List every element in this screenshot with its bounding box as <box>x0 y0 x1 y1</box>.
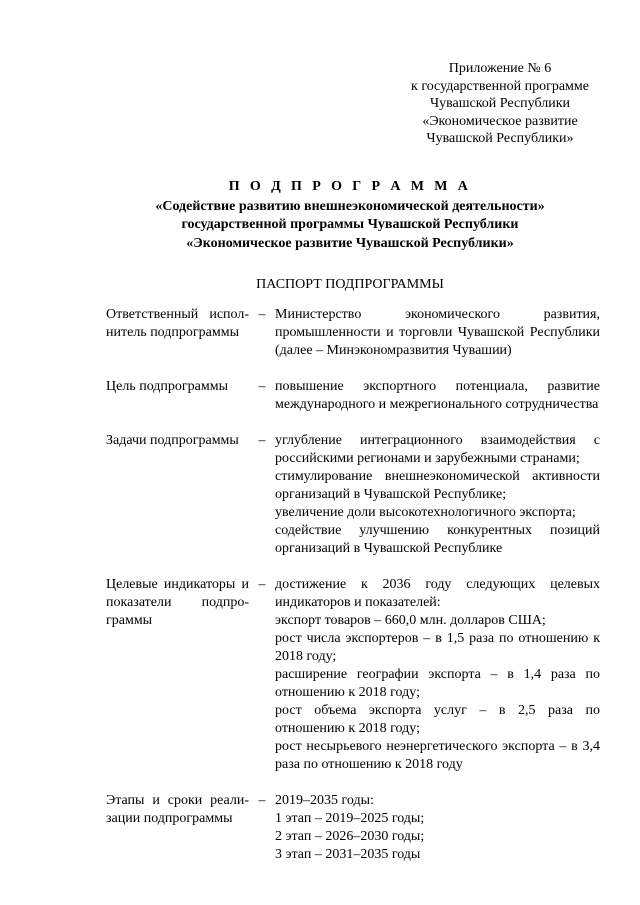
passport-row-content <box>275 432 600 558</box>
passport-row-dash: – <box>258 577 266 592</box>
passport-row-label <box>106 306 249 360</box>
passport-row-paragraph: рост несырьевого неэнергетического экспорта – в 3,4 раза по отношению к 2018 году <box>275 739 600 772</box>
passport-row-paragraph: достижение к 2036 году следующих целевых индикаторов и показателей: <box>275 577 600 610</box>
passport-row-paragraph: увеличение доли высокотехнологичного экспорта; <box>275 505 576 520</box>
passport-row-paragraph: расширение географии экспорта – в 1,4 раза по отношению к 2018 году; <box>275 667 600 700</box>
passport-row-content <box>275 576 600 774</box>
passport-row-dash: – <box>258 307 266 322</box>
appendix-line: к государственной программе <box>411 78 589 94</box>
passport-row-label-line: нитель подпрограммы <box>106 325 239 340</box>
passport-row-paragraph: содействие улучшению конкурентных позиций организаций в Чувашской Республике <box>275 523 600 556</box>
passport-row <box>106 306 600 360</box>
passport-row-label-line: Этапы и сроки реали- <box>106 793 249 808</box>
passport-row-label-line: зации подпрограммы <box>106 811 233 826</box>
passport-row-paragraph: 1 этап – 2019–2025 годы; <box>275 811 425 826</box>
passport-row <box>106 792 600 864</box>
subprogram-heading <box>100 178 600 253</box>
passport-row-paragraph: рост числа экспортеров – в 1,5 раза по отношению к 2018 году; <box>275 631 600 664</box>
passport-row-paragraph: Министерство экономического развития, промышленности и торговли Чувашской Республики (далее – Минэкономразвития Чувашии) <box>275 307 600 358</box>
passport-row-label-line: Ответственный испол- <box>106 307 249 322</box>
passport-row-dash: – <box>258 793 266 808</box>
subprogram-name-line: «Экономическое развитие Чувашской Республики» <box>186 235 514 251</box>
subprogram-title: П О Д П Р О Г Р А М М А <box>228 179 472 194</box>
passport-row-paragraph: 3 этап – 2031–2035 годы <box>275 847 421 862</box>
passport-row-paragraph: 2 этап – 2026–2030 годы; <box>275 829 425 844</box>
appendix-line: Чувашской Республики» <box>426 131 574 146</box>
passport-row-paragraph: углубление интеграционного взаимодействия с российскими регионами и зарубежными странами; <box>275 433 600 466</box>
passport-row-label <box>106 576 249 774</box>
subprogram-name-line: государственной программы Чувашской Республики <box>181 217 519 232</box>
passport-row-label-line: Цель подпрограммы <box>106 379 228 394</box>
appendix-block <box>400 60 600 148</box>
passport-row-paragraph: рост объема экспорта услуг – в 2,5 раза по отношению к 2018 году; <box>275 703 600 736</box>
passport-row-content <box>275 378 600 414</box>
appendix-line: Чувашской Республики <box>429 96 571 111</box>
passport-row-dash: – <box>258 433 266 448</box>
passport-row <box>106 378 600 414</box>
passport-row-label-line: граммы <box>106 613 153 628</box>
passport-row <box>106 432 600 558</box>
appendix-line: «Экономическое развитие <box>422 113 578 129</box>
passport-row-label-line: Целевые индикаторы и <box>106 577 249 592</box>
passport-row-label <box>106 378 249 414</box>
passport-row-label-line: Задачи подпрограммы <box>106 433 239 448</box>
passport-row-paragraph: экспорт товаров – 660,0 млн. долларов США; <box>275 613 546 628</box>
appendix-line: Приложение № 6 <box>448 61 552 76</box>
passport-row-paragraph: стимулирование внешнеэкономической активности организаций в Чувашской Республике; <box>275 469 600 502</box>
passport-row-paragraph: 2019–2035 годы: <box>275 793 374 808</box>
passport-row-content <box>275 792 600 864</box>
passport-table <box>106 306 600 882</box>
passport-title: ПАСПОРТ ПОДПРОГРАММЫ <box>256 277 444 292</box>
passport-row-label-line: показатели подпро- <box>106 595 249 610</box>
passport-row <box>106 576 600 774</box>
passport-row-content <box>275 306 600 360</box>
passport-row-label <box>106 792 249 864</box>
passport-row-paragraph: повышение экспортного потенциала, развитие международного и межрегионального сотрудничества <box>275 379 600 412</box>
subprogram-name-line: «Содействие развитию внешнеэкономической деятельности» <box>155 198 545 214</box>
passport-row-label <box>106 432 249 558</box>
passport-row-dash: – <box>258 379 266 394</box>
